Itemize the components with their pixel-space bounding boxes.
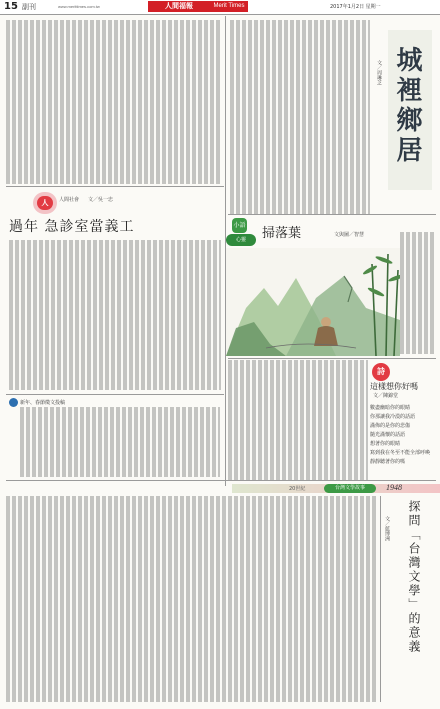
- column-badge-icon: 人: [37, 196, 53, 210]
- article-title-taiwan-lit: 探問「台灣文學」的意義: [407, 500, 421, 654]
- notice-body: [20, 407, 220, 477]
- poem-line: 寫到我在冬至不能全部呼喚: [370, 450, 431, 456]
- article-body-left: [9, 240, 221, 390]
- column-sub-label: 心靈: [226, 234, 256, 246]
- section-divider: [6, 480, 436, 481]
- column-name: 人間社會: [59, 197, 80, 203]
- poem-line: 想著你的眼睛: [370, 441, 401, 447]
- article-title-leaves: 掃落葉: [262, 226, 302, 241]
- article-title-left: 過年 急診室當義工: [9, 219, 135, 235]
- article-body-city: [230, 20, 370, 214]
- article-author-left: 文／吳一忠: [88, 197, 114, 203]
- section-divider: [6, 394, 224, 395]
- poem-title: 這樣想你好嗎: [370, 382, 418, 391]
- article-body-leaves-side: [400, 232, 434, 354]
- column-badge-green: 小語: [232, 218, 247, 233]
- page-number: 15: [4, 1, 18, 12]
- article-title-city: 城裡鄉居: [392, 46, 422, 166]
- poem-line: 隨光滿懷的話語: [370, 432, 406, 438]
- article-author-taiwan-lit: 文／藍博洲: [384, 516, 390, 541]
- section-label: 副刊: [22, 3, 36, 11]
- poem-line: 你那讓我冷漠的話語: [370, 414, 416, 420]
- column-divider: [380, 496, 381, 702]
- article-body-leaves: [228, 360, 368, 480]
- ink-painting-illustration: [226, 248, 400, 356]
- article-body-taiwan-lit: [6, 496, 378, 702]
- section-divider: [6, 186, 224, 187]
- figure-head: [321, 317, 331, 327]
- poem-line: 滿佈的是你的悲傷: [370, 423, 411, 429]
- article-author-city: 文／周琳芝: [376, 60, 382, 85]
- brand-logo: 人間福報: [148, 1, 210, 12]
- series-name: 台灣文學故事: [324, 484, 376, 493]
- brand-logo-en: Merit Times: [210, 1, 248, 12]
- section-divider: [228, 358, 436, 359]
- article-caption-leaves: 文與圖／智慧: [334, 232, 365, 238]
- poem-badge: 詩: [372, 363, 390, 381]
- notice-text: 新年、春節徵文投稿: [20, 400, 66, 406]
- poem-line: 靜靜聽著你的嗎: [370, 459, 406, 465]
- series-year: 1948: [386, 483, 402, 492]
- series-era: 20世紀: [289, 486, 306, 492]
- article-body-top-left: [6, 20, 222, 184]
- poem-author: 文／陳錦堂: [373, 393, 399, 399]
- site-url[interactable]: www.merittimes.com.tw: [58, 4, 100, 9]
- poem-line: 數盡幽暗你的眼睛: [370, 405, 411, 411]
- notice-icon: [9, 398, 18, 407]
- issue-date: 2017年1月2日 星期一: [330, 4, 381, 10]
- section-divider: [228, 214, 436, 215]
